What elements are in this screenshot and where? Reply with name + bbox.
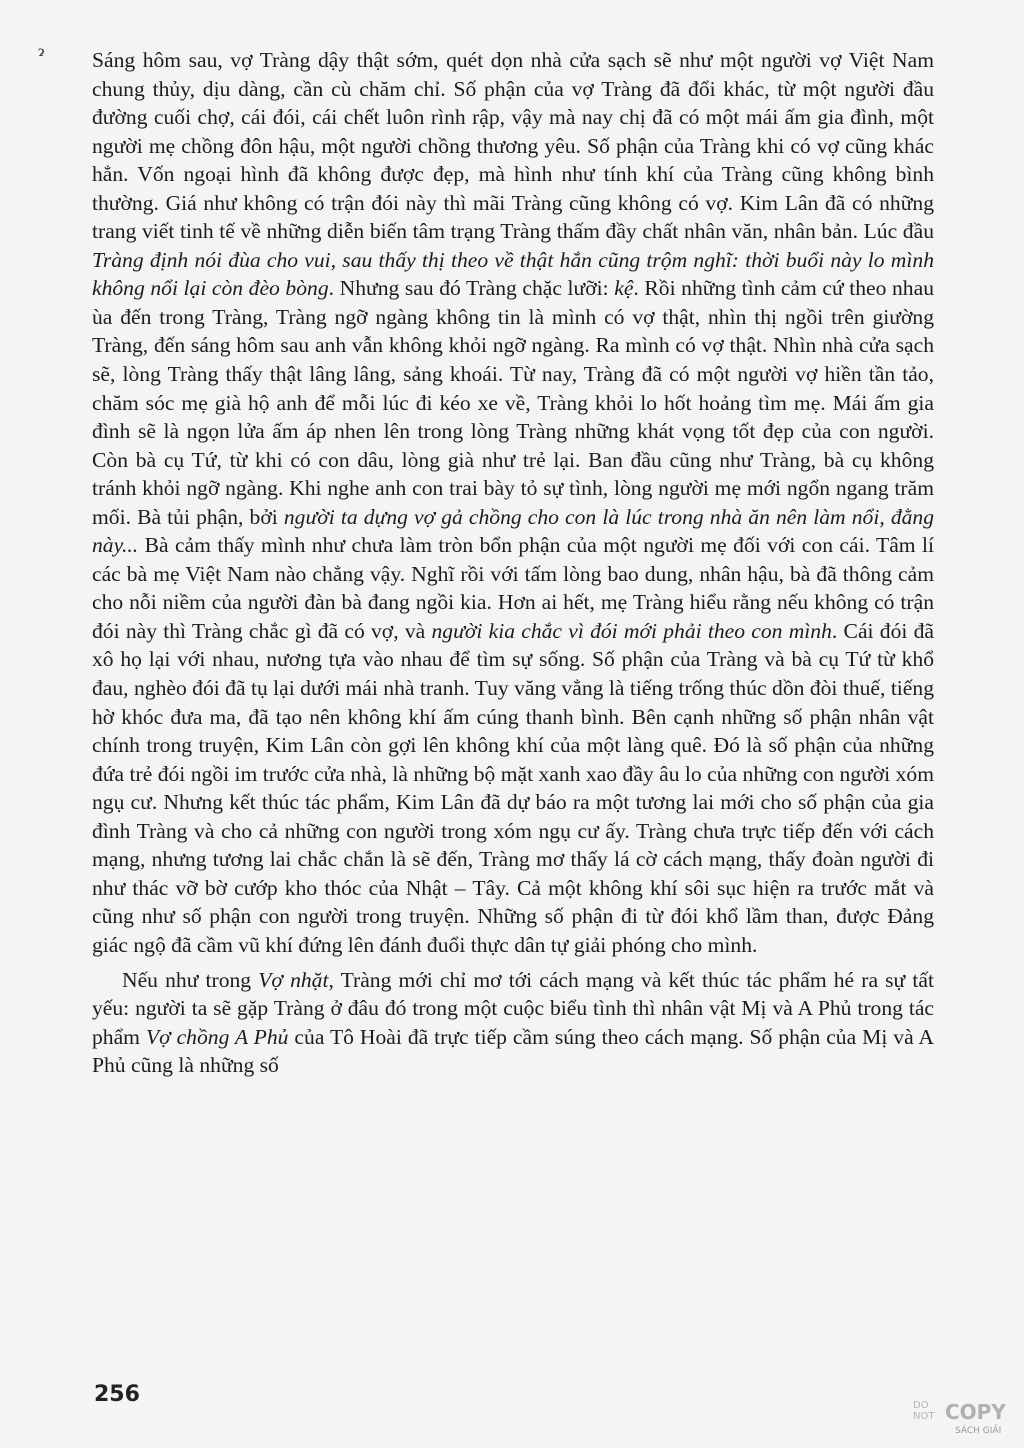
paragraph	[92, 966, 934, 1080]
text-run: . Nhưng sau đó Tràng chặc lưỡi:	[328, 276, 615, 301]
text-run: , Tràng mới chỉ mơ tới cách mạng và kết thúc tác phẩm hé ra sự tất yếu: người ta sẽ gặp Tràng ở đâu đó trong một cuộc biểu tình thì nhân vật Mị và A Phủ trong tác phẩm	[92, 967, 934, 1049]
text-run: Bà cảm thấy mình như chưa làm tròn bổn phận của một người mẹ đối với con cái. Tâm lí các bà mẹ Việt Nam nào chẳng vậy. Nghĩ rồi với tấm lòng bao dung, nhân hậu, bà đã thông cảm cho nỗi niềm của người đàn bà đang ngồi kia. Hơn ai hết, mẹ Tràng hiểu rằng nếu không có trận đói này thì Tràng chắc gì đã có vợ, và	[92, 533, 934, 643]
text-run: của Tô Hoài đã trực tiếp cầm súng theo cách mạng. Số phận của Mị và A Phủ cũng là những số	[92, 1024, 935, 1078]
text-run: . Cái đói đã xô họ lại với nhau, nương tựa vào nhau để tìm sự sống. Số phận của Tràng và bà cụ Tứ từ khổ đau, nghèo đói đã tụ lại dưới mái nhà tranh. Tuy văng vẳng là tiếng trống thúc dồn đòi thuế, tiếng hờ khóc đưa ma, đã tạo nên không khí ấm cúng thanh bình. Bên cạnh những số phận nhân vật chính trong truyện, Kim Lân còn gợi lên không khí của một làng quê. Đó là số phận của những đứa trẻ đói ngồi im trước cửa nhà, là những bộ mặt xanh xao đầy âu lo của những con người xóm ngụ cư. Nhưng kết thúc tác phẩm, Kim Lân đã dự báo ra một tương lai mới cho số phận của gia đình Tràng và cho cả những con người trong xóm ngụ cư ấy. Tràng chưa trực tiếp đến với cách mạng, nhưng tương lai chắc chắn là sẽ đến, Tràng mơ thấy lá cờ cách mạng, thấy đoàn người đi như thác vỡ bờ cướp kho thóc của Nhật – Tây. Cả một không khí sôi sục hiện ra trước mắt và cũng như số phận con người trong truyện. Những số phận đi từ đói khổ lầm than, được Đảng giác ngộ đã cầm vũ khí đứng lên đánh đuổi thực dân tự giải phóng cho mình.	[92, 618, 934, 957]
italic-quote: Vợ chồng A Phủ	[145, 1024, 289, 1049]
italic-quote: kệ	[614, 276, 634, 301]
text-run: Sáng hôm sau, vợ Tràng dậy thật sớm, quét dọn nhà cửa sạch sẽ như một người vợ Việt Nam chung thủy, dịu dàng, cần cù chăm chỉ. Số phận của vợ Tràng đã đổi khác, từ một người đầu đường cuối chợ, cái đói, cái chết luôn rình rập, vậy mà nay chị đã có một mái ấm gia đình, một người mẹ chồng đôn hậu, một người chồng thương yêu. Số phận của Tràng khi có vợ cũng khác hẳn. Vốn ngoại hình đã không được đẹp, mà hình như tính khí của Tràng cũng không bình thường. Giá như không có trận đói này thì mãi Tràng cũng không có vợ. Kim Lân đã có những trang viết tinh tế về những diễn biến tâm trạng Tràng thấm đầy chất nhân văn, nhân bản. Lúc đầu	[92, 48, 934, 244]
watermark-logo: DO NOT COPY SÁCH GIẢI	[913, 1400, 1006, 1436]
text-run: Nếu như trong	[122, 967, 259, 992]
italic-quote: người ta dựng vợ gả chồng cho con là lúc trong nhà ăn nên làm nổi, đằng này...	[92, 504, 935, 558]
body-text	[92, 46, 934, 1080]
corner-mark: ɂ	[38, 44, 45, 60]
paragraph	[92, 46, 934, 960]
italic-quote: Tràng định nói đùa cho vui, sau thấy thị theo về thật hắn cũng trộm nghĩ: thời buổi này lo mình không nổi lại còn đèo bòng	[92, 247, 934, 301]
italic-quote: người kia chắc vì đói mới phải theo con mình	[431, 618, 832, 643]
page-number: 256	[94, 1382, 140, 1407]
italic-quote: Vợ nhặt	[258, 967, 329, 992]
text-run: . Rồi những tình cảm cứ theo nhau ùa đến trong Tràng, Tràng ngỡ ngàng không tin là mình có vợ thật, nhìn thị ngồi trên giường Tràng, đến sáng hôm sau anh vẫn không khỏi ngỡ ngàng. Ra mình có vợ thật. Nhìn nhà cửa sạch sẽ, lòng Tràng thấy thật lâng lâng, sảng khoái. Từ nay, Tràng đã có một người vợ hiền tần tảo, chăm sóc mẹ già hộ anh để mỗi lúc đi kéo xe về, Tràng khỏi lo hốt hoảng tìm mẹ. Mái ấm gia đình sẽ là ngọn lửa ấm áp nhen lên trong lòng Tràng những khát vọng tốt đẹp của con người. Còn bà cụ Tứ, từ khi có con dâu, lòng già như trẻ lại. Ban đầu cũng như Tràng, bà cụ không tránh khỏi ngỡ ngàng. Khi nghe anh con trai bày tỏ sự tình, lòng người mẹ mới ngổn ngang trăm mối. Bà tủi phận, bởi	[92, 276, 934, 529]
